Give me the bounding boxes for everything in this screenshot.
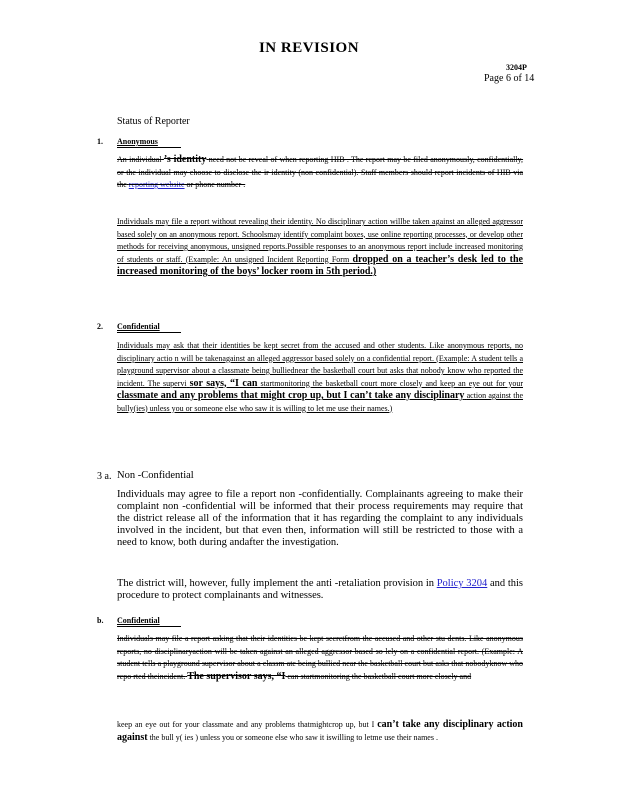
struck-text: need not be reveal of when reporting HIB . The report may be filed anonymously, confidentially, or the individual may choose to disclose the ir identity (non confidential). Staff members should report incidents of HIB via the (117, 155, 524, 189)
section-2-paragraph (117, 340, 523, 415)
paragraph-emphasis: sor says, “I can (189, 377, 258, 389)
paragraph-text: the bull y( ies ) unless you or someone else who saw it iswilling to letme use their names . (149, 732, 438, 742)
section-3b-number: b. (97, 616, 104, 625)
paragraph-text: and this procedure to protect complainants and witnesses. (117, 578, 523, 601)
section-heading-status: Status of Reporter (117, 116, 190, 127)
section-1-paragraph (117, 216, 523, 279)
struck-text: Individuals may file a report asking that their identities be kept secretfrom the accused and other stu dents. Like anonymous reports, no disciplinaryaction will be taken against an alleged aggressor based so lely on a confidential report. (Example: A student tells a playground supervisor about a classm ate being bullied near the basketball court but asks that nobodyknow who repo rted theincident. (117, 634, 523, 681)
section-3a-paragraph-2 (117, 578, 523, 602)
paragraph-emphasis: dropped on a teacher’s desk led to the increased monitoring of the boys’ locker room in 5th period.) (117, 253, 523, 277)
section-1-title-rule (117, 147, 181, 148)
paragraph-emphasis: can’t take any disciplinary action against (117, 719, 523, 743)
paragraph-text: Individuals may ask that their identities be kept secret from the accused and other students. Like anonymous reports, no disciplinary actio n will be takenagainst an alleged aggressor based solely on a confidential report. (Example: A student tells a playground supervisor about a classmate being bulliednear the basketball court but asks that nobody know who reported the incident. The supervi (117, 341, 523, 388)
section-3b-struck-paragraph (117, 633, 523, 683)
section-1-number: 1. (97, 137, 103, 146)
struck-text: can startmonitoring the basketball court more closely and (287, 671, 472, 681)
section-3b-title-rule (117, 626, 181, 627)
section-1-title: Anonymous (117, 137, 158, 146)
section-3b-title: Confidential (117, 616, 160, 625)
page-indicator: Page 6 of 14 (484, 73, 535, 84)
section-3a-title: Non -Confidential (117, 470, 194, 481)
paragraph-text: startmonitoring the basketball court more closely and keep an eye out for your (260, 378, 523, 388)
paragraph-text: action against the bully(ies) unless you or someone else who saw it is willing to let me use their names.) (117, 391, 524, 413)
struck-emphasis: ’s identity (163, 154, 207, 165)
document-title: IN REVISION (258, 40, 360, 56)
section-2-title: Confidential (117, 322, 160, 331)
section-3a-paragraph-1: Individuals may agree to file a report non -confidentially. Complainants agreeing to make their complaint non -confidential will be informed that their process requirements may require that the district release all of the information that it has regarding the complaint to any individuals involved in the incident, but that even then, information will still be restricted to those with a need to know, both during andafter the investigation. (117, 489, 523, 548)
section-1-struck-paragraph (117, 154, 523, 192)
paragraph-emphasis: classmate and any problems that might crop up, but I can’t take any disciplinary (117, 390, 465, 401)
struck-text: An individual (117, 155, 162, 164)
paragraph-text: Individuals may file a report without revealing their identity. No disciplinary action willbe taken against an alleged aggressor based solely on an anonymous report. Schoolsmay identify complaint boxes, use online reporting processes, or develop other methods for receiving anonymous, unsigned reports.Possible responses to an anonymous report include increased monitoring of students or staff. (Example: An unsigned Incident Reporting Form (117, 217, 523, 264)
section-3b-paragraph (117, 719, 523, 744)
policy-number: 3204P (506, 63, 527, 72)
reporting-website-link[interactable]: reporting website (128, 180, 185, 189)
paragraph-text: The district will, however, fully implement the anti -retaliation provision in (117, 578, 435, 589)
struck-emphasis: The supervisor says, “I (187, 670, 286, 682)
paragraph-text: keep an eye out for your classmate and any problems thatmightcrop up, but I (117, 720, 375, 729)
section-3a-number: 3 a. (97, 471, 112, 482)
section-2-number: 2. (97, 322, 103, 331)
policy-3204-link[interactable]: Policy 3204 (436, 578, 488, 589)
struck-text: or phone number . (186, 180, 246, 189)
section-2-title-rule (117, 332, 181, 333)
